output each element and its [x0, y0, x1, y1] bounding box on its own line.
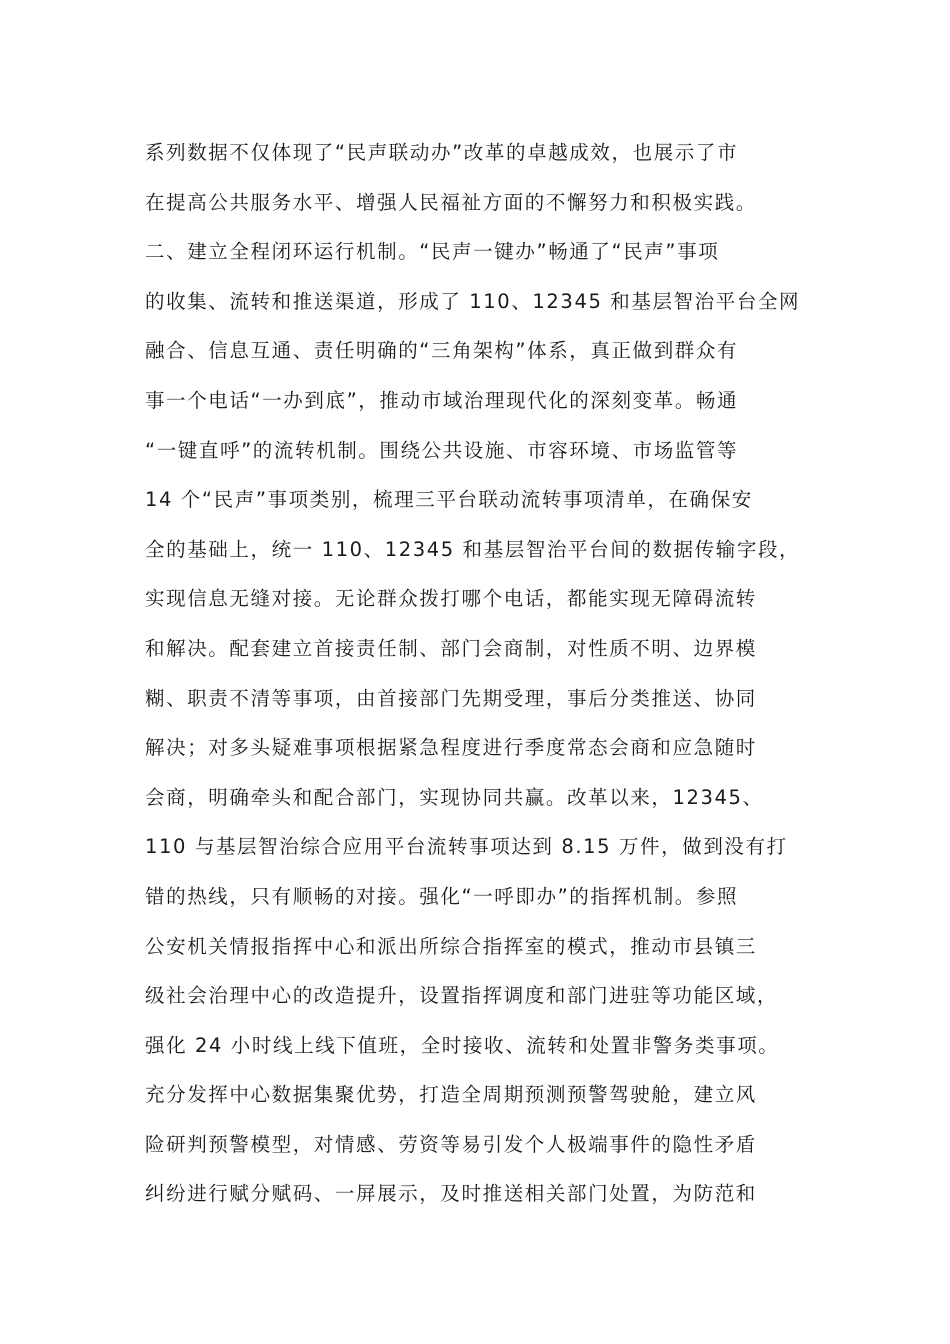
body-text: [145, 128, 835, 1219]
text-line-7: “一键直呼”的流转机制。围绕公共设施、市容环境、市场监管等: [145, 438, 739, 462]
text-line-6: 事一个电话“一办到底”，推动市域治理现代化的深刻变革。畅通: [145, 388, 739, 412]
text-line-3: 二、建立全程闭环运行机制。“民声一键办”畅通了“民声”事项: [145, 240, 720, 264]
text-line-4: 的收集、流转和推送渠道，形成了 110、12345 和基层智治平台全网: [145, 289, 801, 313]
text-line-10: 实现信息无缝对接。无论群众拨打哪个电话，都能实现无障碍流转: [145, 587, 757, 611]
text-line-12: 糊、职责不清等事项，由首接部门先期受理，事后分类推送、协同: [145, 686, 757, 710]
text-line-14: 会商，明确牵头和配合部门，实现协同共赢。改革以来，12345、: [145, 785, 764, 809]
text-line-5: 融合、信息互通、责任明确的“三角架构”体系，真正做到群众有: [145, 339, 739, 363]
text-line-11: 和解决。配套建立首接责任制、部门会商制，对性质不明、边界模: [145, 636, 757, 660]
text-line-21: 险研判预警模型，对情感、劳资等易引发个人极端事件的隐性矛盾: [145, 1132, 757, 1156]
text-line-8: 14 个“民声”事项类别，梳理三平台联动流转事项清单，在确保安: [145, 488, 753, 512]
text-line-19: 强化 24 小时线上线下值班，全时接收、流转和处置非警务类事项。: [145, 1033, 780, 1057]
text-line-2: 在提高公共服务水平、增强人民福祉方面的不懈努力和积极实践。: [145, 190, 757, 214]
text-line-1: 系列数据不仅体现了“民声联动办”改革的卓越成效，也展示了市: [145, 141, 739, 164]
text-line-9: 全的基础上，统一 110、12345 和基层智治平台间的数据传输字段，: [145, 537, 801, 561]
text-line-15: 110 与基层智治综合应用平台流转事项达到 8.15 万件，做到没有打: [145, 835, 788, 859]
text-line-20: 充分发挥中心数据集聚优势，打造全周期预测预警驾驶舱，建立风: [145, 1083, 757, 1107]
text-line-18: 级社会治理中心的改造提升，设置指挥调度和部门进驻等功能区域，: [145, 984, 779, 1008]
text-line-13: 解决；对多头疑难事项根据紧急程度进行季度常态会商和应急随时: [145, 736, 757, 760]
text-line-16: 错的热线，只有顺畅的对接。强化“一呼即办”的指挥机制。参照: [145, 884, 739, 908]
text-line-17: 公安机关情报指挥中心和派出所综合指挥室的模式，推动市县镇三: [145, 934, 757, 958]
text-line-22: 纠纷进行赋分赋码、一屏展示，及时推送相关部门处置，为防范和: [145, 1182, 757, 1206]
